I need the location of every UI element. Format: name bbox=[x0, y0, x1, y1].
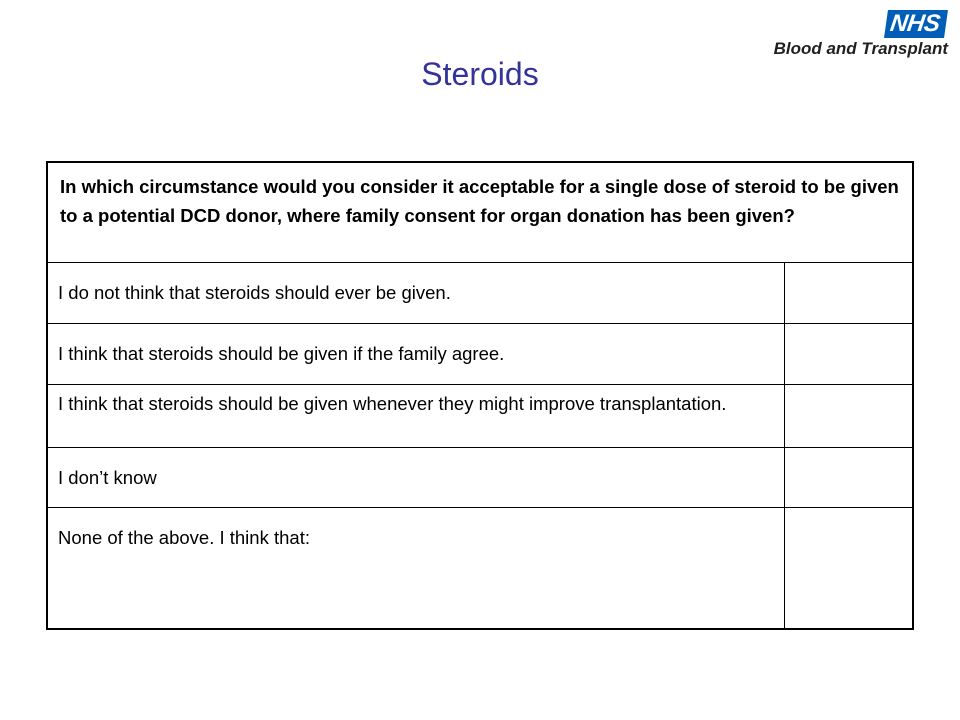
option-row bbox=[47, 324, 913, 385]
option-label: I don’t know bbox=[47, 448, 785, 508]
option-answer-box[interactable] bbox=[785, 508, 913, 630]
option-label: I do not think that steroids should ever be given. bbox=[47, 263, 785, 324]
page-title: Steroids bbox=[421, 56, 539, 92]
option-answer-box[interactable] bbox=[785, 324, 913, 385]
nhs-blood-and-transplant-logo bbox=[758, 10, 948, 62]
question-text: In which circumstance would you consider it acceptable for a single dose of steroid to be given to a potential DCD donor, where family consent for organ donation has been given? bbox=[47, 162, 913, 263]
logo-subtitle: Blood and Transplant bbox=[773, 39, 948, 58]
option-row bbox=[47, 385, 913, 448]
nhs-badge: NHS bbox=[884, 10, 948, 38]
option-label: I think that steroids should be given if the family agree. bbox=[47, 324, 785, 385]
option-answer-box[interactable] bbox=[785, 263, 913, 324]
option-row bbox=[47, 448, 913, 508]
option-label: I think that steroids should be given whenever they might improve transplantation. bbox=[47, 385, 785, 448]
option-answer-box[interactable] bbox=[785, 385, 913, 448]
survey-question-table bbox=[46, 161, 914, 630]
option-answer-box[interactable] bbox=[785, 448, 913, 508]
option-row bbox=[47, 263, 913, 324]
option-row bbox=[47, 508, 913, 630]
question-row bbox=[47, 162, 913, 263]
option-label: None of the above. I think that: bbox=[47, 508, 785, 630]
